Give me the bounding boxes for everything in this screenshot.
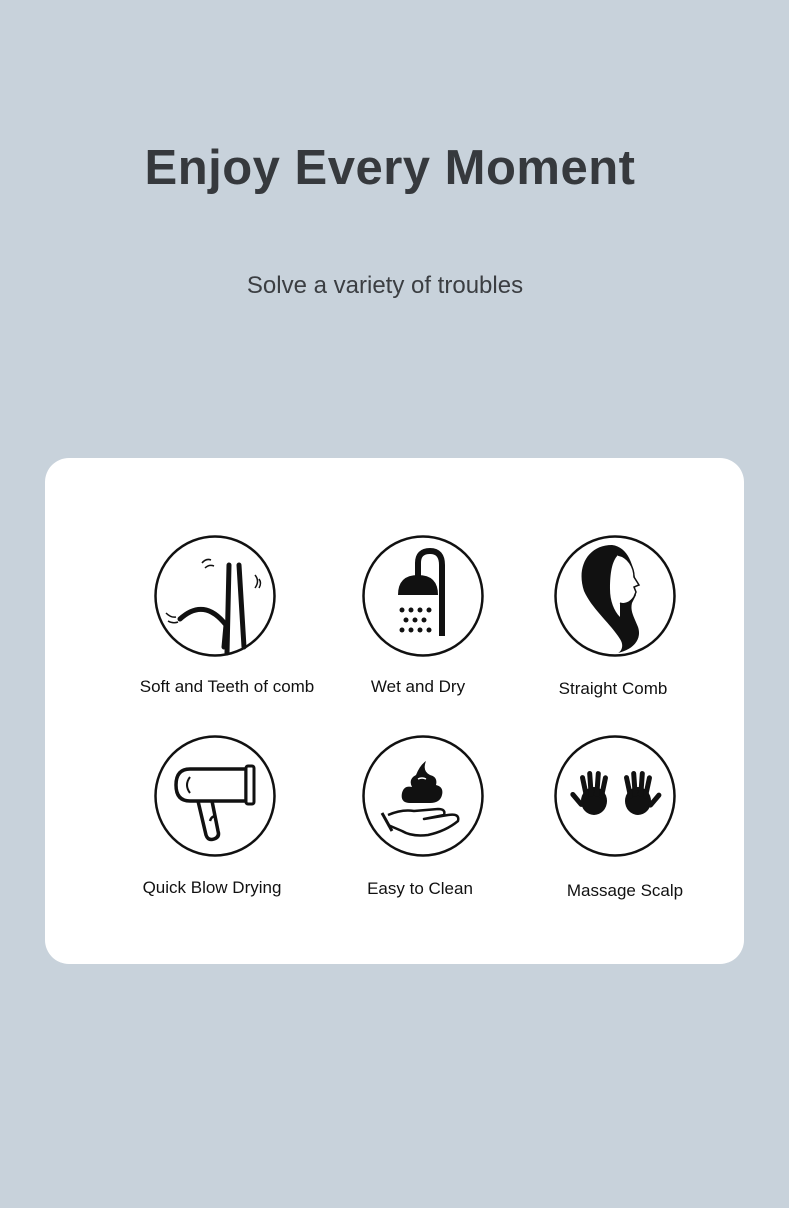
feature-label-massage-scalp: Massage Scalp (566, 881, 684, 900)
features-card (45, 458, 744, 964)
page-title: Enjoy Every Moment (144, 141, 636, 195)
feature-label-quick-blow: Quick Blow Drying (142, 878, 282, 897)
hands-icon (554, 735, 676, 857)
feature-label-easy-clean: Easy to Clean (367, 879, 473, 898)
shower-icon (362, 535, 484, 657)
comb-teeth-icon (154, 535, 276, 657)
feature-label-soft-teeth: Soft and Teeth of comb (139, 677, 315, 696)
woman-long-hair-icon (554, 535, 676, 657)
feature-label-straight-comb: Straight Comb (558, 679, 668, 698)
foam-hand-icon (362, 735, 484, 857)
page-subtitle: Solve a variety of troubles (246, 272, 524, 299)
hair-dryer-icon (154, 735, 276, 857)
feature-label-wet-dry: Wet and Dry (370, 677, 466, 696)
